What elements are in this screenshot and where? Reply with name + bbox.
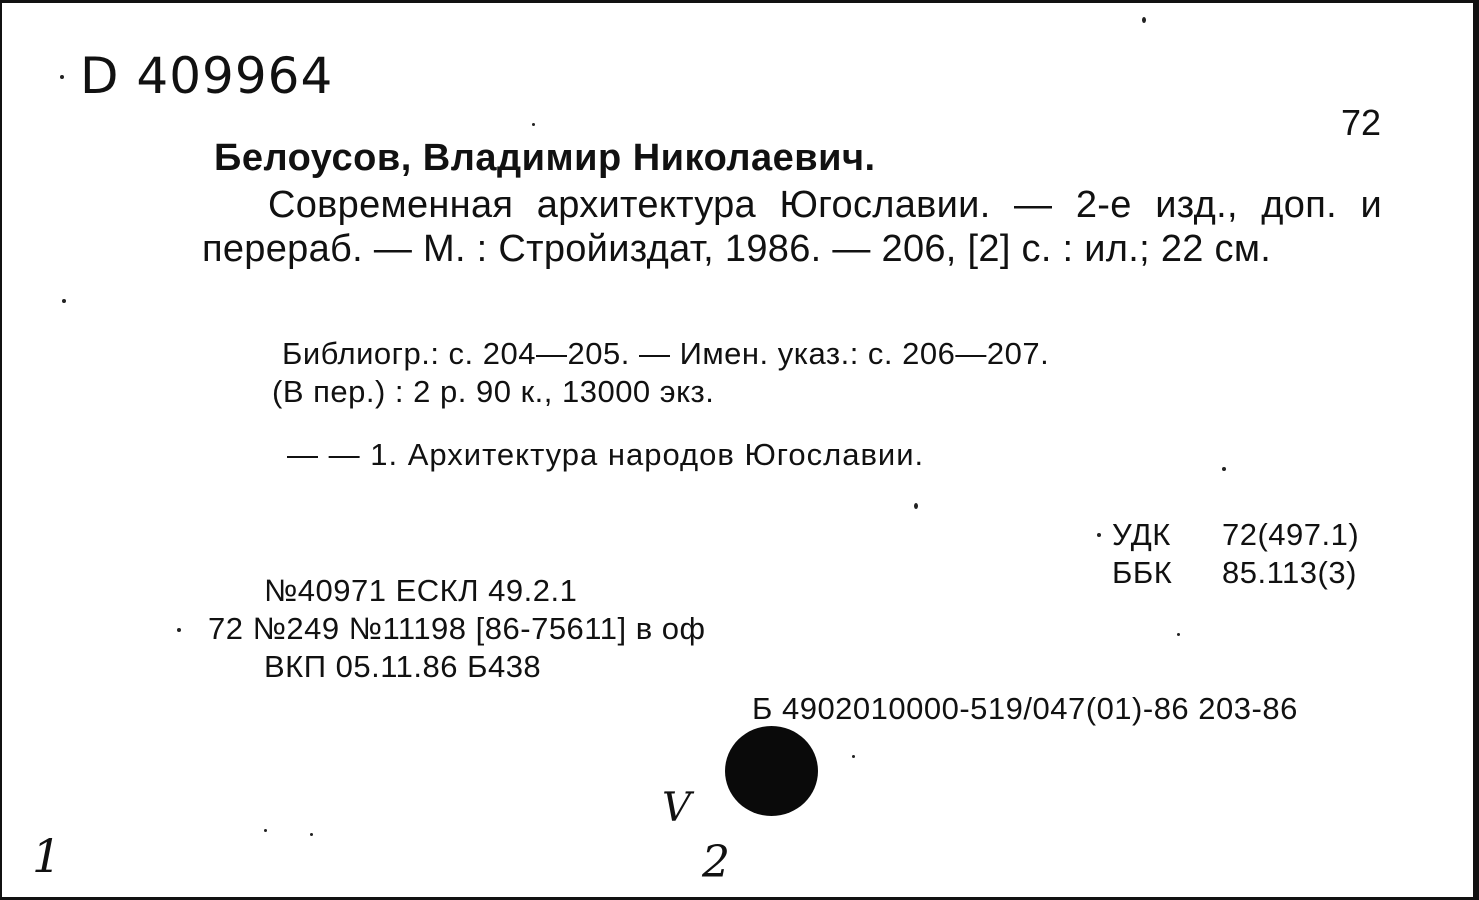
accession-line-1: №40971 ЕСКЛ 49.2.1 [264, 573, 578, 608]
accession-block [208, 572, 706, 686]
subject-entry: — — 1. Архитектура народов Югославии. [287, 437, 925, 472]
price-note: (В пер.) : 2 р. 90 к., 13000 экз. [272, 374, 715, 409]
speck [177, 628, 181, 632]
bbk-value: 85.113(3) [1222, 555, 1357, 590]
speck [532, 123, 535, 126]
speck [264, 829, 267, 832]
speck [60, 75, 64, 79]
speck [852, 755, 855, 758]
handwritten-inventory-number: D 409964 [80, 47, 334, 105]
handwritten-check-mark: V [662, 785, 691, 831]
notes-block [272, 335, 1050, 411]
bbk-label: ББК [1112, 555, 1173, 590]
udk-row [1112, 516, 1359, 554]
accession-line-3: ВКП 05.11.86 Б438 [264, 649, 542, 684]
bbk-row [1112, 554, 1359, 592]
card-number: 72 [1340, 102, 1381, 143]
speck [1177, 633, 1180, 636]
udk-label: УДК [1112, 517, 1171, 552]
speck [1222, 467, 1226, 471]
punched-hole-dot [725, 726, 818, 816]
classification-block [1112, 516, 1359, 592]
handwritten-mark-two: 2 [702, 837, 730, 888]
speck [1142, 17, 1146, 23]
bibliography-note: Библиогр.: с. 204—205. — Имен. указ.: с. 206—207. [282, 336, 1050, 371]
speck [62, 299, 66, 303]
speck [1097, 533, 1101, 537]
bibliographic-description: Современная архитектура Югославии. — 2-е изд., доп. и перераб. — М. : Стройиздат, 1986. — 206, [2] с. : ил.; 22 см. [202, 184, 1382, 270]
udk-value: 72(497.1) [1222, 517, 1360, 552]
author-heading: Белоусов, Владимир Николаевич. [214, 137, 876, 179]
speck [310, 833, 313, 836]
handwritten-mark-one: 1 [32, 829, 62, 883]
accession-line-2: 72 №249 №11198 [86-75611] в оф [208, 611, 706, 646]
bbk-code-line: Б 4902010000-519/047(01)-86 203-86 [752, 691, 1298, 726]
speck [914, 503, 918, 509]
